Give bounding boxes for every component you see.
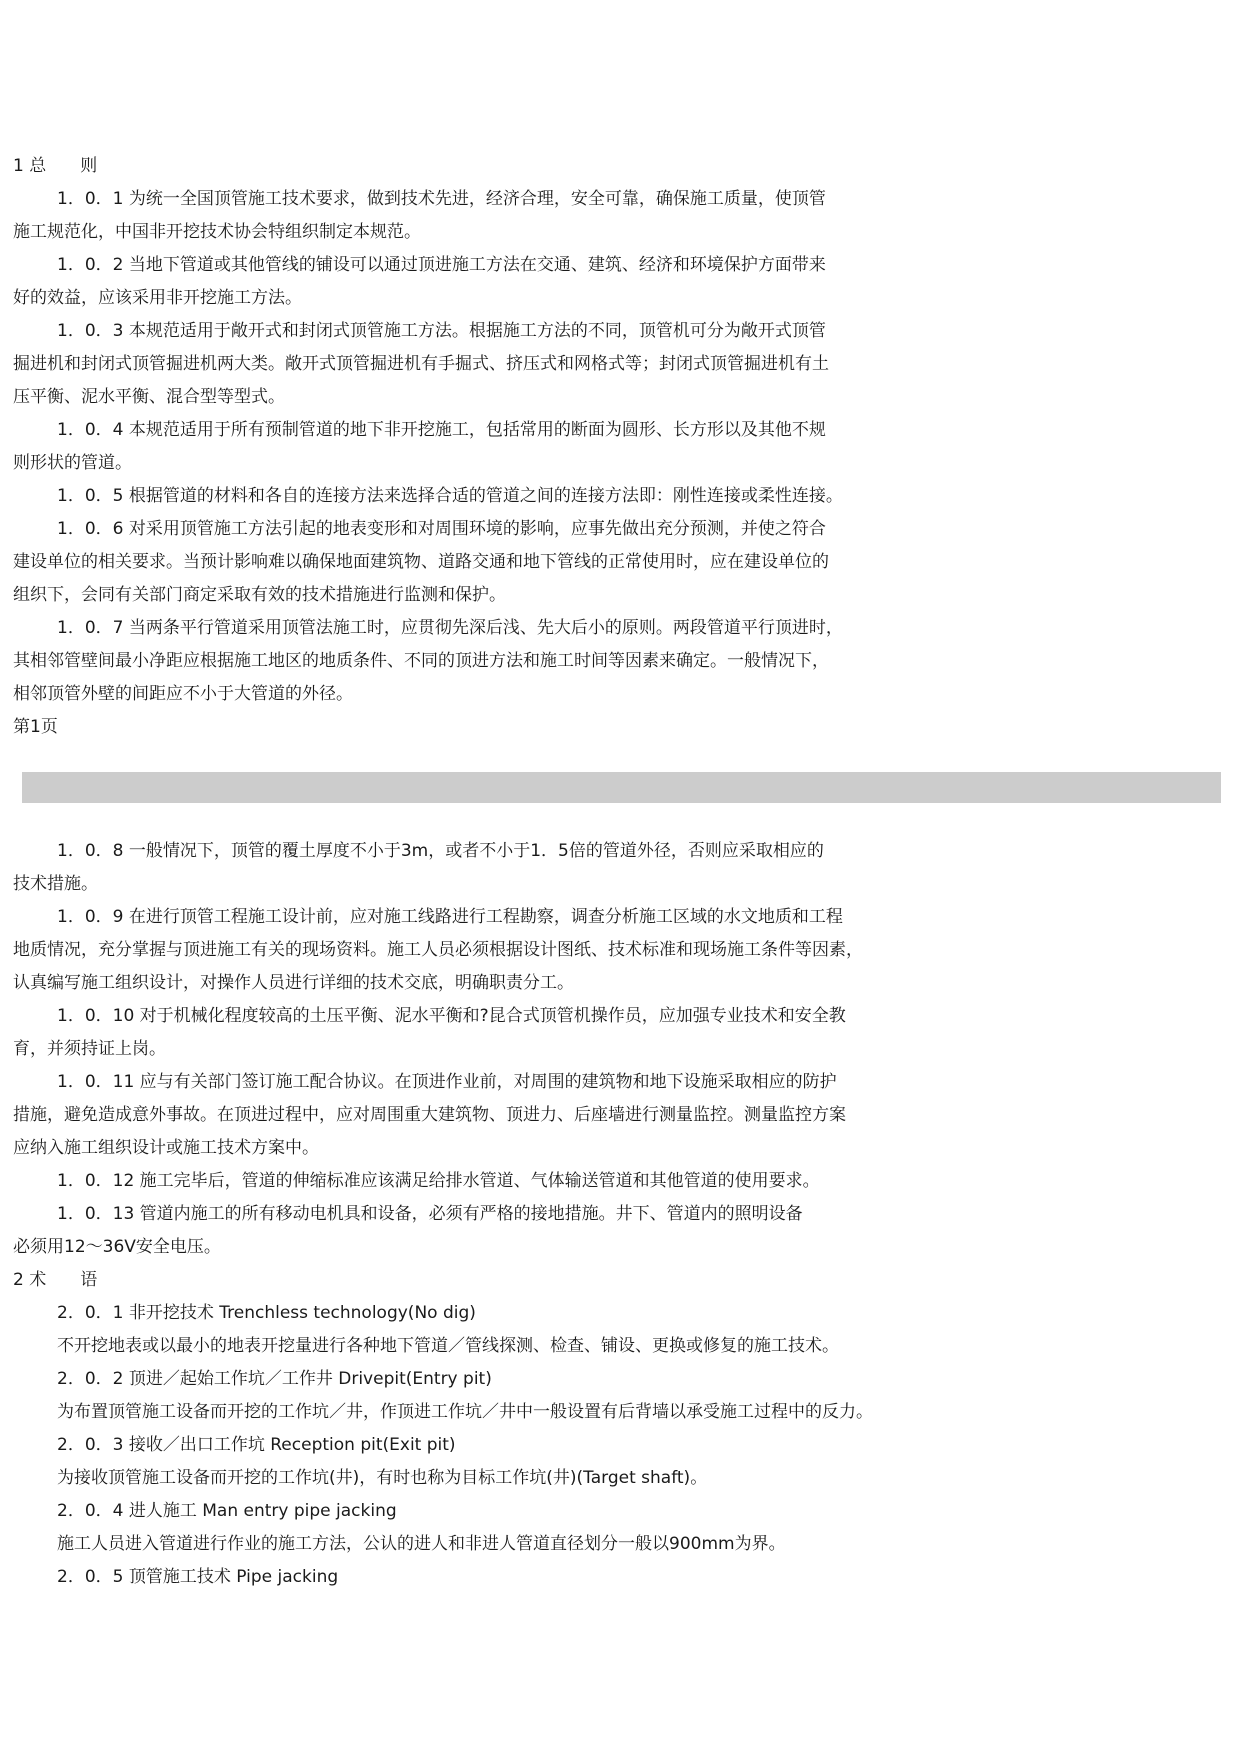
clause-1-0-4: 1．0．4 本规范适用于所有预制管道的地下非开挖施工，包括常用的断面为圆形、长方形以及其他不规 [57, 420, 826, 440]
section-heading-2: 2 术 语 [13, 1270, 98, 1290]
clause-1-0-6: 1．0．6 对采用顶管施工方法引起的地表变形和对周围环境的影响，应事先做出充分预测，并使之符合 [57, 519, 826, 539]
clause-1-0-11-cont: 措施，避免造成意外事故。在顶进过程中，应对周围重大建筑物、顶进力、后座墙进行测量监控。测量监控方案 [13, 1105, 846, 1125]
clause-1-0-1: 1．0．1 为统一全国顶管施工技术要求，做到技术先进，经济合理，安全可靠，确保施工质量，使顶管 [57, 189, 826, 209]
clause-1-0-13: 1．0．13 管道内施工的所有移动电机具和设备，必须有严格的接地措施。井下、管道内的照明设备 [57, 1204, 803, 1224]
clause-1-0-1-cont: 施工规范化，中国非开挖技术协会特组织制定本规范。 [13, 222, 421, 242]
clause-1-0-5: 1．0．5 根据管道的材料和各自的连接方法来选择合适的管道之间的连接方法即：刚性连接或柔性连接。 [57, 486, 843, 506]
clause-1-0-4-cont: 则形状的管道。 [13, 453, 132, 473]
clause-1-0-9: 1．0．9 在进行顶管工程施工设计前，应对施工线路进行工程勘察，调查分析施工区域的水文地质和工程 [57, 907, 843, 927]
clause-1-0-10-cont: 育，并须持证上岗。 [13, 1039, 166, 1059]
term-2-0-3: 2．0．3 接收／出口工作坑 Reception pit(Exit pit) [57, 1435, 456, 1455]
term-2-0-2-definition: 为布置顶管施工设备而开挖的工作坑／井，作顶进工作坑／井中一般设置有后背墙以承受施工过程中的反力。 [57, 1402, 873, 1422]
clause-1-0-12: 1．0．12 施工完毕后，管道的伸缩标准应该满足给排水管道、气体输送管道和其他管道的使用要求。 [57, 1171, 820, 1191]
clause-1-0-11: 1．0．11 应与有关部门签订施工配合协议。在顶进作业前，对周围的建筑物和地下设施采取相应的防护 [57, 1072, 837, 1092]
clause-1-0-7: 1．0．7 当两条平行管道采用顶管法施工时，应贯彻先深后浅、先大后小的原则。两段管道平行顶进时， [57, 618, 843, 638]
clause-1-0-3-cont2: 压平衡、泥水平衡、混合型等型式。 [13, 387, 285, 407]
clause-1-0-2-cont: 好的效益，应该采用非开挖施工方法。 [13, 288, 302, 308]
clause-1-0-6-cont: 建设单位的相关要求。当预计影响难以确保地面建筑物、道路交通和地下管线的正常使用时，应在建设单位的 [13, 552, 829, 572]
section-heading: 1 总 则 [13, 156, 98, 176]
page-footer: 第1页 [13, 717, 58, 737]
term-2-0-3-definition: 为接收顶管施工设备而开挖的工作坑(井)，有时也称为目标工作坑(井)(Target shaft)。 [57, 1468, 708, 1488]
term-2-0-1: 2．0．1 非开挖技术 Trenchless technology(No dig) [57, 1303, 476, 1323]
clause-1-0-7-cont: 其相邻管壁间最小净距应根据施工地区的地质条件、不同的顶进方法和施工时间等因素来确定。一般情况下， [13, 651, 829, 671]
term-2-0-2: 2．0．2 顶进／起始工作坑／工作井 Drivepit(Entry pit) [57, 1369, 492, 1389]
clause-1-0-7-cont2: 相邻顶管外壁的间距应不小于大管道的外径。 [13, 684, 353, 704]
clause-1-0-13-cont: 必须用12～36V安全电压。 [13, 1237, 221, 1257]
clause-1-0-3: 1．0．3 本规范适用于敞开式和封闭式顶管施工方法。根据施工方法的不同，顶管机可分为敞开式顶管 [57, 321, 826, 341]
clause-1-0-11-cont2: 应纳入施工组织设计或施工技术方案中。 [13, 1138, 319, 1158]
clause-1-0-6-cont2: 组织下，会同有关部门商定采取有效的技术措施进行监测和保护。 [13, 585, 506, 605]
clause-1-0-9-cont: 地质情况，充分掌握与顶进施工有关的现场资料。施工人员必须根据设计图纸、技术标准和现场施工条件等因素， [13, 940, 863, 960]
clause-1-0-3-cont: 掘进机和封闭式顶管掘进机两大类。敞开式顶管掘进机有手掘式、挤压式和网格式等；封闭式顶管掘进机有土 [13, 354, 829, 374]
page-separator [22, 772, 1221, 803]
term-2-0-4-definition: 施工人员进入管道进行作业的施工方法，公认的进人和非进人管道直径划分一般以900mm为界。 [57, 1534, 786, 1554]
clause-1-0-8-cont: 技术措施。 [13, 874, 98, 894]
clause-1-0-9-cont2: 认真编写施工组织设计，对操作人员进行详细的技术交底，明确职责分工。 [13, 973, 574, 993]
term-2-0-1-definition: 不开挖地表或以最小的地表开挖量进行各种地下管道／管线探测、检查、铺设、更换或修复的施工技术。 [57, 1336, 839, 1356]
clause-1-0-2: 1．0．2 当地下管道或其他管线的铺设可以通过顶进施工方法在交通、建筑、经济和环境保护方面带来 [57, 255, 826, 275]
term-2-0-5: 2．0．5 顶管施工技术 Pipe jacking [57, 1567, 339, 1587]
clause-1-0-10: 1．0．10 对于机械化程度较高的土压平衡、泥水平衡和?昆合式顶管机操作员，应加强专业技术和安全教 [57, 1006, 846, 1026]
term-2-0-4: 2．0．4 进人施工 Man entry pipe jacking [57, 1501, 397, 1521]
clause-1-0-8: 1．0．8 一般情况下，顶管的覆土厚度不小于3m，或者不小于1．5倍的管道外径，否则应采取相应的 [57, 841, 824, 861]
